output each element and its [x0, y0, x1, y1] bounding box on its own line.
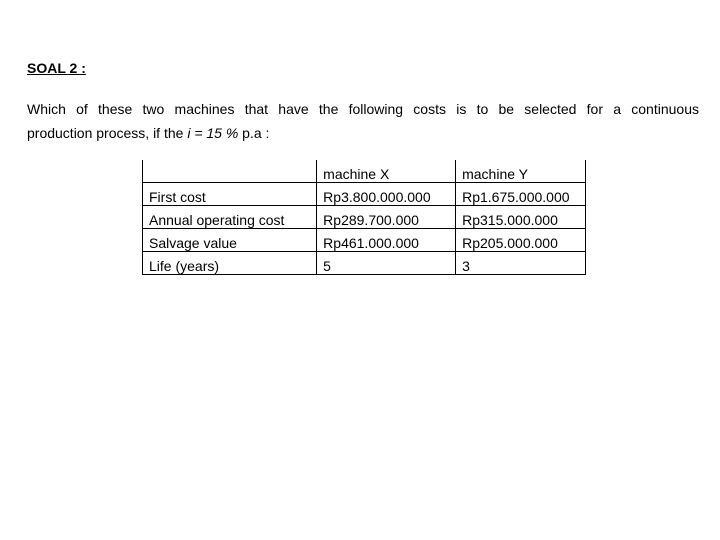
table-row: [143, 229, 586, 252]
row-label: Life (years): [143, 252, 317, 275]
table-row: [143, 183, 586, 206]
header-machine-x: machine X: [317, 160, 456, 183]
machine-cost-table: [142, 160, 586, 275]
row-label: Annual operating cost: [143, 206, 317, 229]
machine-y-value: Rp315.000.000: [456, 206, 586, 229]
table-header-row: [143, 160, 586, 183]
machine-y-value: Rp205.000.000: [456, 229, 586, 252]
machine-x-value: 5: [317, 252, 456, 275]
row-label: First cost: [143, 183, 317, 206]
interest-rate-formula: i = 15 %: [187, 125, 239, 141]
problem-statement: [27, 97, 699, 145]
header-machine-y: machine Y: [456, 160, 586, 183]
header-cell-empty: [143, 160, 317, 183]
machine-y-value: 3: [456, 252, 586, 275]
machine-y-value: Rp1.675.000.000: [456, 183, 586, 206]
question-line-2-suffix: p.a :: [238, 125, 270, 141]
problem-title: SOAL 2 :: [27, 60, 86, 76]
machine-x-value: Rp289.700.000: [317, 206, 456, 229]
table-row: [143, 252, 586, 275]
table-row: [143, 206, 586, 229]
machine-x-value: Rp3.800.000.000: [317, 183, 456, 206]
question-line-2: [27, 121, 699, 145]
machine-x-value: Rp461.000.000: [317, 229, 456, 252]
row-label: Salvage value: [143, 229, 317, 252]
question-line-1: Which of these two machines that have the following costs is to be selected for a continuous: [27, 101, 699, 117]
question-line-2-prefix: production process, if the: [27, 125, 188, 141]
